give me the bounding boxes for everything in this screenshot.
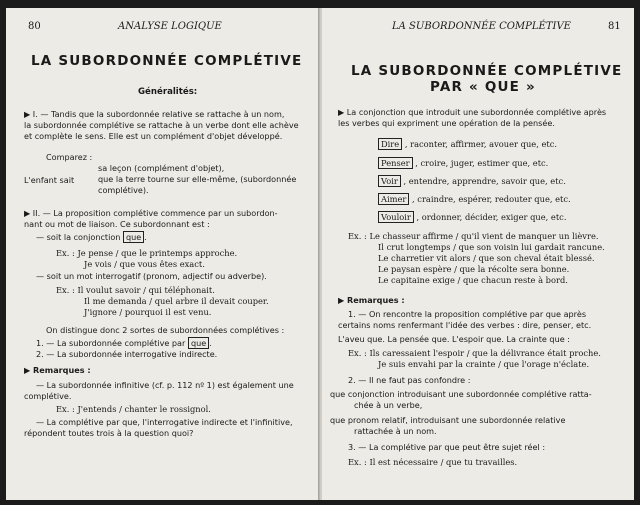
chapter-title: LA SUBORDONNÉE COMPLÉTIVE bbox=[351, 63, 623, 79]
text-line: que pronom relatif, introduisant une subordonnée relative bbox=[330, 415, 566, 425]
text-line: ▶ La conjonction que introduit une subordonnée complétive après bbox=[338, 107, 607, 117]
example-line: Ex. : Le chasseur affirme / qu'il vient de manquer un lièvre. bbox=[348, 231, 599, 241]
section-heading: Généralités: bbox=[138, 87, 198, 97]
running-header: LA SUBORDONNÉE COMPLÉTIVE bbox=[392, 21, 571, 32]
verb-row: Dire , raconter, affirmer, avouer que, etc. bbox=[378, 138, 557, 150]
text-line: 2. — La subordonnée interrogative indirecte. bbox=[36, 349, 218, 359]
example-line: Le paysan espère / que la récolte sera bonne. bbox=[378, 264, 570, 274]
chapter-title: LA SUBORDONNÉE COMPLÉTIVE bbox=[31, 53, 303, 69]
text-line: certains noms renfermant l'idée des verbes : dire, penser, etc. bbox=[338, 320, 592, 330]
que-box: que bbox=[188, 337, 209, 349]
example-line: Il crut longtemps / que son voisin lui gardait rancune. bbox=[378, 242, 605, 252]
verb-row: Penser , croire, juger, estimer que, etc. bbox=[378, 157, 548, 169]
text-line: ▶ I. — Tandis que la subordonnée relative se rattache à un nom, bbox=[24, 109, 285, 119]
text-line: nant ou mot de liaison. Ce subordonnant est : bbox=[24, 219, 210, 229]
text-line: On distingue donc 2 sortes de subordonnées complétives : bbox=[46, 325, 285, 335]
example-line: Ex. : J'entends / chanter le rossignol. bbox=[56, 404, 211, 414]
text-line: Comparez : bbox=[46, 152, 93, 162]
running-header: ANALYSE LOGIQUE bbox=[118, 21, 222, 32]
verb-row: Voir , entendre, apprendre, savoir que, etc. bbox=[378, 175, 566, 187]
text-line: rattachée à un nom. bbox=[354, 426, 437, 436]
text-line: — La complétive par que, l'interrogative indirecte et l'infinitive, bbox=[36, 417, 293, 427]
text-line: L'aveu que. La pensée que. L'espoir que. La crainte que : bbox=[338, 334, 570, 344]
text-line: répondent toutes trois à la question quoi? bbox=[24, 428, 194, 438]
text-line: ▶ II. — La proposition complétive commence par un subordon- bbox=[24, 208, 278, 218]
example-line: J'ignore / pourquoi il est venu. bbox=[84, 307, 212, 317]
text-line: chée à un verbe, bbox=[354, 400, 423, 410]
right-page bbox=[322, 8, 634, 500]
left-page bbox=[6, 8, 321, 500]
example-line: Ex. : Il voulut savoir / qui téléphonait. bbox=[56, 285, 215, 295]
text-line: la subordonnée complétive se rattache à un verbe dont elle achève bbox=[24, 120, 299, 130]
text-line: — soit la conjonction que . bbox=[36, 232, 147, 242]
que-box: que bbox=[123, 231, 144, 243]
page-number: 80 bbox=[28, 21, 41, 32]
example-line: Ex. : Ils caressaient l'espoir / que la délivrance était proche. bbox=[348, 348, 601, 358]
text-line: L'enfant sait bbox=[24, 175, 75, 185]
example-line: Je vois / que vous êtes exact. bbox=[84, 259, 205, 269]
text-line: complétive). bbox=[98, 185, 149, 195]
text-line: que conjonction introduisant une subordonnée complétive ratta- bbox=[330, 389, 592, 399]
example-line: Le capitaine exige / que chacun reste à bord. bbox=[378, 275, 568, 285]
text-line: 3. — La complétive par que peut être sujet réel : bbox=[348, 442, 546, 452]
text-line: que la terre tourne sur elle-même, (subordonnée bbox=[98, 174, 297, 184]
page-number: 81 bbox=[608, 21, 621, 32]
verb-row: Vouloir , ordonner, décider, exiger que, etc. bbox=[378, 211, 566, 223]
text-line: 2. — Il ne faut pas confondre : bbox=[348, 375, 471, 385]
text-line: complétive. bbox=[24, 391, 72, 401]
chapter-title: PAR « QUE » bbox=[430, 79, 536, 95]
text-line: — La subordonnée infinitive (cf. p. 112 nº 1) est également une bbox=[36, 380, 294, 390]
example-line: Le charretier vit alors / que son cheval était blessé. bbox=[378, 253, 595, 263]
remarques-heading: ▶ Remarques : bbox=[24, 365, 91, 375]
text-line: 1. — On rencontre la proposition complétive par que après bbox=[348, 309, 587, 319]
text-line: et complète le sens. Elle est un complément d'objet développé. bbox=[24, 131, 283, 141]
remarques-heading: ▶ Remarques : bbox=[338, 295, 405, 305]
example-line: Je suis envahi par la crainte / que l'orage n'éclate. bbox=[378, 359, 590, 369]
example-line: Ex. : Il est nécessaire / que tu travailles. bbox=[348, 457, 518, 467]
text-line: les verbes qui expriment une opération de la pensée. bbox=[338, 118, 555, 128]
text-line: — soit un mot interrogatif (pronom, adjectif ou adverbe). bbox=[36, 271, 267, 281]
verb-row: Aimer , craindre, espérer, redouter que, etc. bbox=[378, 193, 571, 205]
text-line: sa leçon (complément d'objet), bbox=[98, 163, 225, 173]
text-line: 1. — La subordonnée complétive par que . bbox=[36, 338, 212, 348]
example-line: Ex. : Je pense / que le printemps approche. bbox=[56, 248, 238, 258]
example-line: Il me demanda / quel arbre il devait couper. bbox=[84, 296, 269, 306]
